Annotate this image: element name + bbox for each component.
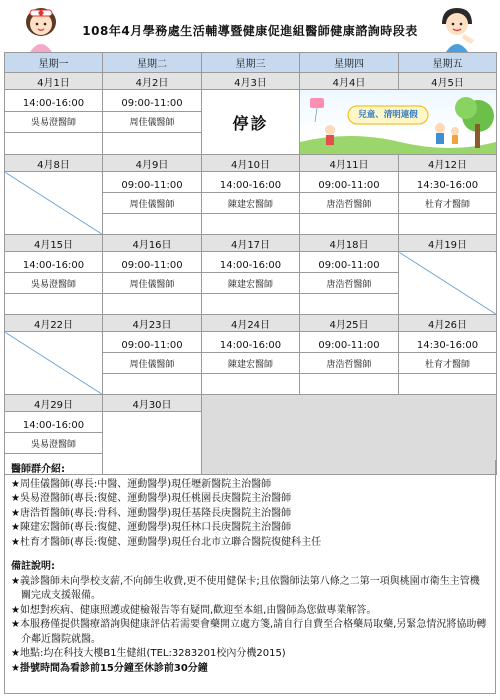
doctor-cell: 吳易澄醫師 xyxy=(5,111,103,133)
page-title: 108年4月學務處生活輔導暨健康促進組醫師健康諮詢時段表 xyxy=(82,24,418,38)
doctor-cell: 周佳儀醫師 xyxy=(103,111,202,133)
date-cell: 4月9日 xyxy=(103,155,202,172)
doctor-cell: 陳建宏醫師 xyxy=(202,193,300,214)
doctor-cell: 唐浩哲醫師 xyxy=(300,353,399,374)
note-item: ★本服務僅提供醫療諮詢與健康評估若需要會藥開立處方箋,請自行自費至合格藥局取藥,另緊急情況將協助轉介鄰近醫院就醫。 xyxy=(11,619,487,645)
date-row xyxy=(5,235,497,252)
holiday-illustration xyxy=(300,90,496,154)
doctor-intro: ★唐浩哲醫師(專長:骨科、運動醫學)現任基隆長庚醫院主治醫師 xyxy=(11,507,292,519)
time-cell: 09:00-11:00 xyxy=(103,332,202,353)
doctor-intro: ★陳建宏醫師(專長:復健、運動醫學)現任林口長庚醫院主治醫師 xyxy=(11,522,292,533)
doctor-cell: 杜育才醫師 xyxy=(399,193,497,214)
time-cell: 09:00-11:00 xyxy=(300,172,399,193)
holiday-banner xyxy=(300,90,496,154)
date-cell: 4月18日 xyxy=(300,235,399,252)
time-cell: 14:00-16:00 xyxy=(5,90,103,112)
time-cell: 09:00-11:00 xyxy=(103,90,202,112)
time-cell: 14:00-16:00 xyxy=(5,412,103,433)
note-item: ★如想對疾病、健康照護或健檢報告等有疑問,歡迎至本組,由醫師為您做專業解答。 xyxy=(11,604,377,616)
doctor-cell: 唐浩哲醫師 xyxy=(300,193,399,214)
doctor-cell: 周佳儀醫師 xyxy=(103,273,202,294)
no-clinic-cell xyxy=(5,332,103,395)
date-cell: 4月5日 xyxy=(399,73,497,90)
time-cell: 14:30-16:00 xyxy=(399,172,497,193)
holiday-banner-cell xyxy=(300,90,497,155)
time-cell: 14:00-16:00 xyxy=(202,252,300,273)
date-cell: 4月12日 xyxy=(399,155,497,172)
date-cell: 4月26日 xyxy=(399,315,497,332)
date-cell: 4月16日 xyxy=(103,235,202,252)
date-row xyxy=(5,315,497,332)
date-row xyxy=(5,73,497,90)
date-cell: 4月4日 xyxy=(300,73,399,90)
time-cell: 09:00-11:00 xyxy=(300,252,399,273)
holiday-banner-text: 兒童、清明連假 xyxy=(358,110,418,120)
doctor-cell: 吳易澄醫師 xyxy=(5,433,103,454)
time-row xyxy=(5,90,497,112)
date-cell: 4月24日 xyxy=(202,315,300,332)
doctor-intro: ★周佳儀醫師(專長:中醫、運動醫學)現任壢新醫院主治醫師 xyxy=(11,478,272,490)
time-row xyxy=(5,332,497,353)
schedule-table xyxy=(4,52,497,475)
weekday-header: 星期五 xyxy=(399,53,497,73)
time-row xyxy=(5,172,497,193)
doctor-cell: 周佳儀醫師 xyxy=(103,193,202,214)
boy-doctor-illustration xyxy=(434,4,480,52)
date-cell: 4月29日 xyxy=(5,395,103,412)
time-cell: 14:00-16:00 xyxy=(5,252,103,273)
doctor-cell: 杜育才醫師 xyxy=(399,353,497,374)
girl-nurse-illustration xyxy=(18,4,64,52)
date-cell: 4月19日 xyxy=(399,235,497,252)
doctors-heading: 醫師群介紹: xyxy=(11,464,65,475)
date-cell: 4月1日 xyxy=(5,73,103,90)
time-cell: 14:00-16:00 xyxy=(202,332,300,353)
weekday-header: 星期一 xyxy=(5,53,103,73)
time-row xyxy=(5,252,497,273)
doctor-intro: ★杜育才醫師(專長:復健、運動醫學)現任台北市立聯合醫院復健科主任 xyxy=(11,536,322,548)
date-cell: 4月10日 xyxy=(202,155,300,172)
doctor-cell: 陳建宏醫師 xyxy=(202,353,300,374)
time-cell: 09:00-11:00 xyxy=(300,332,399,353)
note-item: ★地點:均在科技大樓B1生健組(TEL:3283201校內分機2015) xyxy=(11,648,286,659)
time-cell: 09:00-11:00 xyxy=(103,252,202,273)
registration-note: ★掛號時間為看診前15分鐘至休診前30分鐘 xyxy=(11,662,208,674)
date-cell: 4月22日 xyxy=(5,315,103,332)
time-cell: 14:00-16:00 xyxy=(202,172,300,193)
date-cell: 4月11日 xyxy=(300,155,399,172)
weekday-header: 星期二 xyxy=(103,53,202,73)
date-cell: 4月2日 xyxy=(103,73,202,90)
no-clinic-cell xyxy=(5,172,103,235)
notes-heading: 備註說明: xyxy=(11,561,55,572)
date-cell: 4月30日 xyxy=(103,395,202,412)
closed-label: 停診 xyxy=(232,113,269,133)
weekday-header: 星期四 xyxy=(300,53,399,73)
notes-section xyxy=(4,460,496,694)
date-cell: 4月8日 xyxy=(5,155,103,172)
date-cell: 4月15日 xyxy=(5,235,103,252)
date-cell: 4月25日 xyxy=(300,315,399,332)
weekday-header: 星期三 xyxy=(202,53,300,73)
date-row xyxy=(5,395,497,412)
no-clinic-cell xyxy=(399,252,497,315)
date-row xyxy=(5,155,497,172)
header xyxy=(0,0,500,52)
doctor-intro: ★吳易澄醫師(專長:復健、運動醫學)現任桃園長庚醫院主治醫師 xyxy=(11,493,292,504)
date-cell: 4月23日 xyxy=(103,315,202,332)
weekday-header-row xyxy=(5,53,497,73)
note-item: ★義診醫師未向學校支薪,不向師生收費,更不使用健保卡;且依醫師法第八條之二第一項與桃園市衛生主管機關完成支援報備。 xyxy=(11,575,480,601)
doctor-cell: 唐浩哲醫師 xyxy=(300,273,399,294)
doctor-cell: 陳建宏醫師 xyxy=(202,273,300,294)
doctor-cell: 周佳儀醫師 xyxy=(103,353,202,374)
closed-cell xyxy=(202,90,300,155)
time-cell: 14:30-16:00 xyxy=(399,332,497,353)
date-cell: 4月3日 xyxy=(202,73,300,90)
date-cell: 4月17日 xyxy=(202,235,300,252)
doctor-cell: 吳易澄醫師 xyxy=(5,273,103,294)
time-cell: 09:00-11:00 xyxy=(103,172,202,193)
